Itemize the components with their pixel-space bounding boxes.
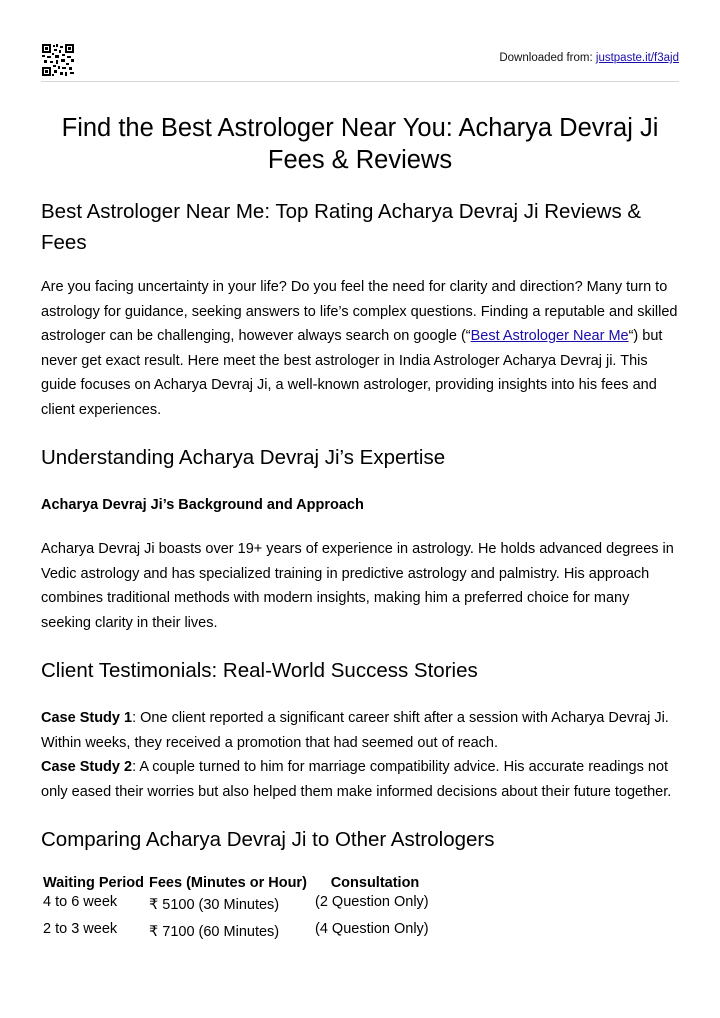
source-link[interactable]: justpaste.it/f3ajd [595, 52, 679, 64]
case-study-1-label: Case Study 1 [41, 710, 133, 726]
table-cell: (2 Question Only) [315, 894, 429, 910]
downloaded-label: Downloaded from: [499, 52, 596, 64]
table-cell: ₹ 7100 (60 Minutes) [149, 924, 280, 940]
table-row [43, 894, 439, 921]
column-header-fees: Fees (Minutes or Hour) [149, 875, 307, 891]
case-study-2 [41, 755, 679, 804]
case-study-2-text: : A couple turned to him for marriage compatibility advice. His accurate readings not only eased their worries but also helped them make informed decisions about their future together. [41, 759, 672, 800]
table-row [43, 921, 439, 948]
intro-text-before-link: Are you facing uncertainty in your life? Do you feel the need for clarity and direction? Many turn to astrology for guidance, seeking answers to life’s complex questions. Finding a reputable and skilled astrologer can be challenging, however always search on google (“ [41, 279, 678, 344]
page-title: Find the Best Astrologer Near You: Acharya Devraj Ji Fees & Reviews [61, 114, 659, 174]
table-cell: 4 to 6 week [43, 894, 118, 910]
best-astrologer-link[interactable]: Best Astrologer Near Me [470, 328, 629, 344]
table-cell: (4 Question Only) [315, 921, 429, 937]
qr-code-icon [42, 44, 74, 76]
download-source [499, 52, 679, 64]
fees-table [43, 872, 439, 948]
article-body [41, 112, 679, 948]
section-heading-testimonials: Client Testimonials: Real-World Success Stories [41, 659, 478, 682]
table-cell: 2 to 3 week [43, 921, 118, 937]
column-header-waiting-period: Waiting Period [43, 875, 144, 891]
background-paragraph: Acharya Devraj Ji boasts over 19+ years of experience in astrology. He holds advanced degrees in Vedic astrology and has specialized training in predictive astrology and palmistry. His approach combines traditional methods with modern insights, making him a preferred choice for many seeking clarity in their lives. [41, 541, 674, 631]
intro-text-after-link: “) but never get exact result. Here meet the best astrologer in India Astrologer Acharya Devraj ji. This guide focuses on Acharya Devraj Ji, a well-known astrologer, providing insights into his fees and client experiences. [41, 328, 663, 418]
case-study-1-text: : One client reported a significant career shift after a session with Acharya Devraj Ji. Within weeks, they received a promotion that had seemed out of reach. [41, 710, 669, 751]
subheading-background: Acharya Devraj Ji’s Background and Approach [41, 497, 364, 513]
section-heading-expertise: Understanding Acharya Devraj Ji’s Expertise [41, 446, 446, 469]
intro-paragraph [41, 275, 679, 422]
case-study-2-label: Case Study 2 [41, 759, 133, 775]
case-study-1 [41, 706, 679, 755]
section-heading-best-astrologer: Best Astrologer Near Me: Top Rating Acharya Devraj Ji Reviews & Fees [41, 200, 642, 254]
column-header-consultation: Consultation [330, 875, 420, 891]
table-header-row [43, 872, 439, 894]
section-heading-comparing: Comparing Acharya Devraj Ji to Other Astrologers [41, 828, 495, 851]
header-divider [41, 81, 679, 82]
table-cell: ₹ 5100 (30 Minutes) [149, 897, 280, 913]
